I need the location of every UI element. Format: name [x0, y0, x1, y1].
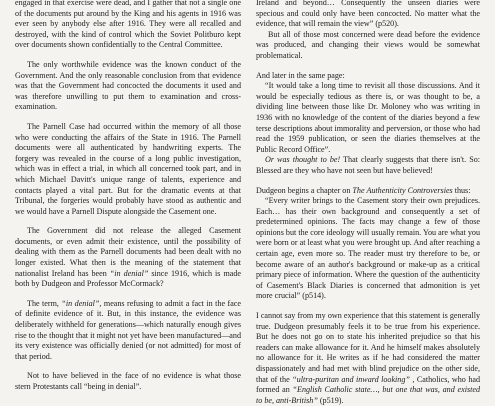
paragraph: [15, 299, 241, 363]
paragraph: Not to have believed in the face of no evidence is what those stern Protestants call “being in denial”.: [15, 371, 241, 391]
italic-term: “in denial”: [61, 298, 100, 308]
text-run: since 1916, which is made both by Dudgeon and Professor McCormack?: [15, 268, 241, 289]
text-run: Dudgeon begins a chapter on: [256, 185, 353, 195]
right-column: [256, 0, 480, 406]
text-run: , Catholics, who had formed an: [256, 374, 481, 395]
text-run: The term,: [27, 298, 62, 308]
paragraph: The Parnell Case had occurred within the memory of all those who were conducting the affairs of the State in 1916. The Parnell documents were all authenticated by handwriting experts. The forgery was revealed in the course of a long public investigation, which was in effect a trial, in which all concerned took part, and in which Michael Davitt's unique range of talents, experience and contacts played a vital part. But for the dramatic events at that Tribunal, the forgeries would probably have stood as authentic and we would have a Parnell Dispute alongside the Casement one.: [15, 121, 241, 216]
text-run: (p519).: [317, 395, 344, 405]
paragraph: [256, 311, 480, 406]
paragraph: Ireland and beyond… Consequently the unseen diaries were specious and could only have been concocted. No matter what the evidence, that will remain the view” (p520).: [256, 0, 480, 29]
quote-paragraph: “Every writer brings to the Casement story their own prejudices. Each… has their own background and consequently a set of predetermined opinions. The facts may change a few of those opinions but the core ideology will usually remain. You are what you were born or at least what you were brought up. And after reaching a certain age, even more so. The reader must try therefore to be, or become aware of an author's background or make-up as a critical primary piece of information. Where the question of the authenticity of Casement's Black Diaries is concerned that admonition is yet more crucial” (p514).: [256, 196, 480, 301]
paragraph: [15, 226, 241, 290]
text-run: I cannot say from my own experience that this statement is generally true. Dudgeon presumably feels it to be true from his experience. But he does not go on to state his inherited prejudice so that his readers can make allowance for it. And he himself makes absolutely no allowance for it. He writes as if he had considered the matter dispassionately and had met with blind prejudice on the other side, that of the: [256, 311, 480, 384]
paragraph: [256, 155, 480, 176]
paragraph: [256, 186, 480, 197]
paragraph: And later in the same page:: [256, 70, 345, 80]
text-run: , means refusing to admit a fact in the face of definite evidence of it. But, in this instance, the evidence was deliberately withheld for generations—which naturally enough gives rise to the thought that it might not yet have been manufactured—and its very existence was officially denied (or not admitted) for most of that period.: [15, 298, 241, 361]
italic-phrase: Or was thought to be!: [265, 155, 341, 165]
italic-title: The Authenticity Controversies: [352, 185, 453, 195]
paragraph: But all of those most concerned were dead before the evidence was produced, and changing their views would be somewhat problematical.: [256, 29, 480, 60]
italic-quote: “English Catholic state…, but one that was, and existed to be, anti-British”: [256, 385, 480, 405]
text-run: That clearly suggests that there isn't. So: Blessed are they who have not seen but have believed!: [256, 155, 480, 175]
quote-paragraph: “It would take a long time to revisit all those discussions. And it would be especially tedious as there is, or was thought to be, a dividing line between those like Dr. Moloney who was writing in 1936 with no knowledge of the content of the diaries beyond a few terse descriptions about immorality and perversion, or those who had read the 1959 publication, or seen the diaries themselves at the Public Record Office”.: [256, 81, 480, 154]
left-column: [15, 0, 241, 393]
text-run: thus:: [452, 185, 471, 195]
paragraph: engaged in that exercise were dead, and I gather that not a single one of the documents put around by the King and his agents in 1916 was ever seen by anybody else after 1916. They were all recalled and destroyed, with the kind of control which the Soviet Politburo kept over documents shown confidentially to the Central Committee.: [15, 0, 241, 50]
paragraph: The only worthwhile evidence was the known conduct of the Government. And the only reasonable conclusion from that evidence was that the Government had concocted the documents it used and was therefore unwilling to put them to examination and cross-examination.: [15, 59, 241, 112]
italic-term: “in denial”: [109, 268, 149, 278]
italic-quote: “ultra-puritan and inward looking”: [292, 374, 410, 384]
text-run: The Government did not release the alleged Casement documents, or even admit their existence, until the possibility of dealing with them as the Parnell documents had been dealt with no longer existed. What then is the meaning of the statement that nationalist Ireland has been: [15, 226, 241, 278]
